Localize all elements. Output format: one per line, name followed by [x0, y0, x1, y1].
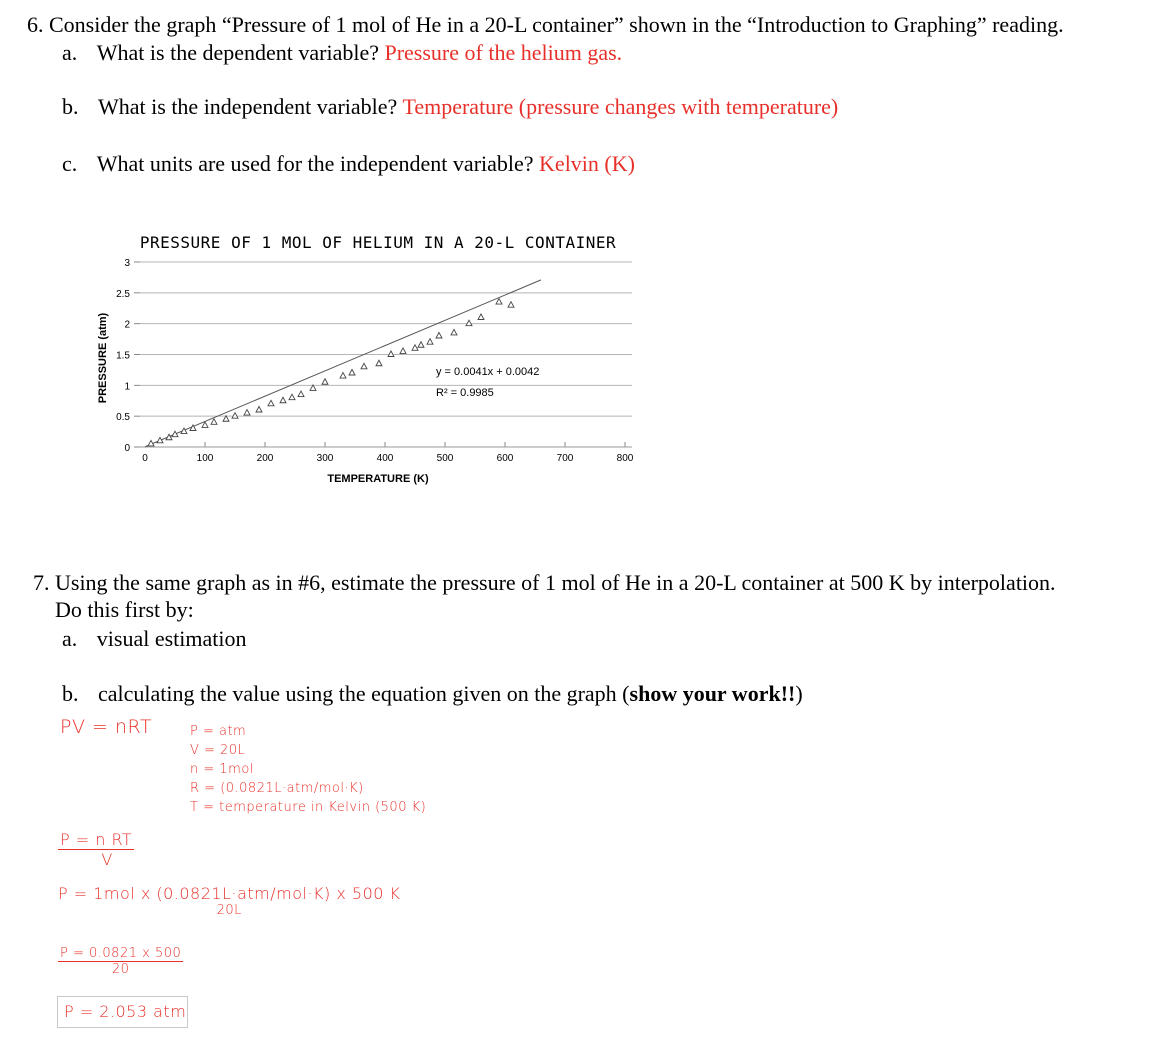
q6c-answer: Kelvin (K): [539, 151, 635, 176]
work-step1-num: P = n RT: [60, 830, 133, 849]
chart-axes: [116, 258, 634, 464]
x-tick-label: 700: [556, 453, 574, 464]
q6a: [62, 40, 622, 66]
work-answer: P = 2.053 atm: [64, 1002, 187, 1021]
work-var-r: R = (0.0821L·atm/mol·K): [190, 781, 364, 796]
data-point: [496, 299, 502, 305]
pressure-temperature-chart: [90, 222, 650, 487]
q7-prompt-line2: Do this first by:: [55, 597, 194, 622]
data-point: [427, 339, 433, 345]
y-tick-label: 0.5: [116, 412, 130, 424]
data-point: [466, 320, 472, 326]
q6b-answer: Temperature (pressure changes with temperature): [402, 94, 839, 119]
y-tick-label: 3: [124, 258, 130, 269]
data-point: [349, 370, 355, 376]
q6a-answer: Pressure of the helium gas.: [384, 40, 623, 65]
data-point: [388, 351, 394, 357]
work-var-n: n = 1mol: [190, 762, 254, 777]
q6c-label: c.: [62, 151, 78, 176]
work-step3-den: 20: [111, 962, 130, 977]
y-tick-label: 1: [124, 381, 130, 393]
work-step1: [58, 830, 134, 869]
data-point: [289, 394, 295, 400]
x-tick-label: 0: [142, 453, 148, 464]
q6b-label: b.: [62, 94, 79, 119]
chart-grid: [140, 262, 632, 416]
q7b: [62, 681, 803, 707]
work-step3: [58, 946, 183, 977]
x-axis-label: TEMPERATURE (K): [327, 473, 429, 485]
data-point: [157, 437, 163, 443]
data-point: [478, 314, 484, 320]
data-point: [172, 431, 178, 437]
data-point: [211, 419, 217, 425]
work-step1-den: V: [101, 850, 113, 869]
data-point: [256, 407, 262, 413]
q7b-text: calculating the value using the equation given on the graph (: [98, 681, 630, 706]
work-step3-num: P = 0.0821 x 500: [60, 946, 182, 961]
q6b: [62, 94, 838, 120]
work-step2-den: 20L: [216, 903, 242, 918]
work-var-p: P = atm: [190, 724, 247, 739]
work-var-t: T = temperature in Kelvin (500 K): [190, 800, 427, 815]
data-point: [268, 400, 274, 406]
data-point: [298, 391, 304, 397]
trend-equation: y = 0.0041x + 0.0042: [436, 366, 540, 378]
answer-box: [57, 996, 188, 1028]
q6b-question: What is the independent variable?: [98, 94, 398, 119]
x-tick-label: 600: [496, 453, 514, 464]
data-point: [376, 360, 382, 366]
q6-prompt: 6. Consider the graph “Pressure of 1 mol of He in a 20-L container” shown in the “Introduction to Graphing” reading.: [27, 12, 1064, 37]
data-point: [418, 342, 424, 348]
x-tick-label: 100: [196, 453, 214, 464]
q7a: [62, 626, 246, 652]
data-point: [280, 397, 286, 403]
data-point: [361, 363, 367, 369]
y-tick-label: 2: [124, 319, 130, 331]
data-point: [322, 379, 328, 385]
q7b-close: ): [795, 681, 803, 706]
r-squared: R² = 0.9985: [436, 387, 494, 399]
work-step2: [58, 884, 401, 918]
x-tick-label: 800: [616, 453, 634, 464]
x-tick-label: 200: [256, 453, 274, 464]
data-point: [436, 333, 442, 339]
data-point: [340, 373, 346, 379]
y-tick-label: 0: [124, 443, 130, 454]
chart-title: PRESSURE OF 1 MOL OF HELIUM IN A 20-L CONTAINER: [139, 233, 617, 252]
data-point: [244, 410, 250, 416]
x-tick-label: 400: [376, 453, 394, 464]
data-point: [232, 413, 238, 419]
work-var-v: V = 20L: [190, 743, 246, 758]
y-tick-label: 2.5: [116, 288, 130, 300]
q7-prompt-line1: 7. Using the same graph as in #6, estimate the pressure of 1 mol of He in a 20-L container at 500 K by interpolation.: [33, 570, 1056, 595]
data-point: [400, 348, 406, 354]
y-axis-label: PRESSURE (atm): [97, 312, 109, 404]
data-point: [508, 302, 514, 308]
q7b-label: b.: [62, 681, 79, 706]
q6c-question: What units are used for the independent variable?: [96, 151, 534, 176]
data-point: [451, 329, 457, 335]
x-tick-label: 300: [316, 453, 334, 464]
y-tick-label: 1.5: [116, 350, 130, 362]
q7a-label: a.: [62, 626, 78, 651]
q7a-text: visual estimation: [96, 626, 247, 651]
work-formula: PV = nRT: [60, 716, 152, 738]
q6a-question: What is the dependent variable?: [96, 40, 379, 65]
data-point: [412, 345, 418, 350]
trendline: [145, 280, 541, 447]
x-tick-label: 500: [436, 453, 454, 464]
q6c: [62, 151, 635, 177]
work-step2-num: P = 1mol x (0.0821L·atm/mol·K) x 500 K: [58, 884, 401, 903]
q6a-label: a.: [62, 40, 78, 65]
q7b-bold: show your work!!: [629, 681, 796, 706]
